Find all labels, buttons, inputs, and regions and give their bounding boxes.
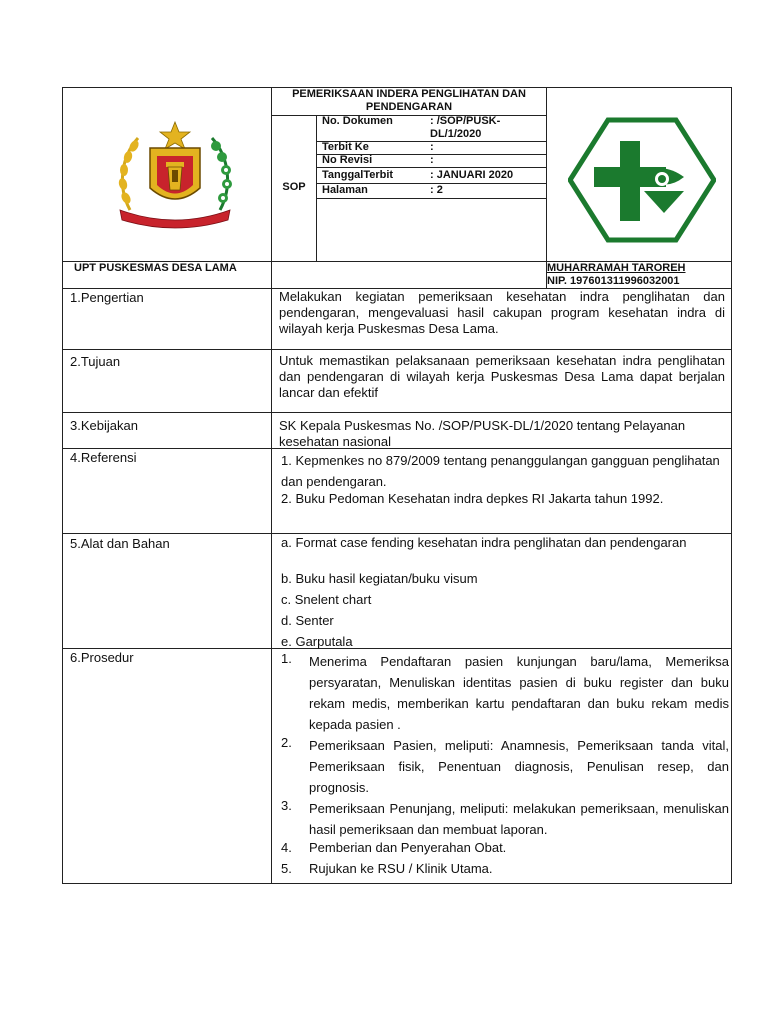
unit-name: UPT PUSKESMAS DESA LAMA (74, 262, 237, 274)
label-prosedur: 6.Prosedur (70, 650, 134, 665)
label-referensi: 4.Referensi (70, 450, 137, 465)
prosedur-item-text: Pemberian dan Penyerahan Obat. (309, 840, 507, 855)
kabupaten-langkat-logo (110, 118, 240, 230)
signatory-name: MUHARRAMAH TAROREH (547, 262, 686, 274)
meta-value-no-dokumen: : /SOP/PUSK-DL/1/2020 (430, 115, 501, 140)
prosedur-item-text: Rujukan ke RSU / Klinik Utama. (309, 861, 493, 876)
label-alat-bahan: 5.Alat dan Bahan (70, 536, 170, 551)
alat-item: b. Buku hasil kegiatan/buku visum (281, 571, 478, 586)
prosedur-item-number: 1. (281, 651, 292, 666)
meta-label-halaman: Halaman (322, 184, 368, 196)
prosedur-item-text: Pemeriksaan Penunjang, meliputi: melakukan pemeriksaan, menuliskan hasil pemeriksaan dan membuat laporan. (309, 801, 729, 837)
puskesmas-logo (568, 117, 716, 243)
alat-item: a. Format case fending kesehatan indra penglihatan dan pendengaran (281, 535, 687, 550)
text-pengertian: Melakukan kegiatan pemeriksaan kesehatan indra penglihatan dan pendengaran, mengevaluasi hasil cakupan program kesehatan indra di wilayah kerja Puskesmas Desa Lama. (279, 289, 725, 336)
meta-label-terbit-ke: Terbit Ke (322, 141, 369, 153)
referensi-item-text: 2. Buku Pedoman Kesehatan indra depkes RI Jakarta tahun 1992. (281, 491, 664, 506)
text-kebijakan: SK Kepala Puskesmas No. /SOP/PUSK-DL/1/2020 tentang Pelayanan kesehatan nasional (279, 418, 686, 449)
prosedur-item-number: 5. (281, 861, 292, 876)
logo-ribbon-text: KABUPATEN LANGKAT (146, 211, 204, 217)
label-kebijakan: 3.Kebijakan (70, 418, 138, 433)
text-tujuan: Untuk memastikan pelaksanaan pemeriksaan kesehatan indra penglihatan dan pendengaran di wilayah kerja Puskesmas Desa Lama dapat berjalan lancar dan efektif (279, 353, 725, 400)
label-pengertian: 1.Pengertian (70, 290, 144, 305)
meta-value-tanggal-terbit: : JANUARI 2020 (430, 169, 514, 181)
meta-label-no-dokumen: No. Dokumen (322, 115, 393, 127)
document-title: PEMERIKSAAN INDERA PENGLIHATAN DAN PENDENGARAN (292, 88, 526, 113)
prosedur-item-text: Pemeriksaan Pasien, meliputi: Anamnesis, Pemeriksaan tanda vital, Pemeriksaan fisik, Penentuan diagnosis, Penulisan resep, dan prognosis. (309, 738, 729, 795)
meta-label-no-revisi: No Revisi (322, 154, 373, 166)
referensi-item (281, 491, 701, 507)
referensi-item: 1. Kepmenkes no 879/2009 tentang penanggulangan gangguan penglihatan dan pendengaran. (281, 453, 720, 489)
alat-item: d. Senter (281, 613, 334, 628)
meta-value-halaman: : 2 (430, 184, 443, 196)
signatory-nip: NIP. 197601311996032001 (547, 275, 680, 287)
prosedur-item-text: Menerima Pendaftaran pasien kunjungan baru/lama, Memeriksa persyaratan, Menuliskan identitas pasien di buku register dan buku rekam medis, memberikan kartu pendaftaran dan buku rekam medis kepada pasien . (309, 654, 729, 732)
meta-label-tanggal-terbit: TanggalTerbit (322, 169, 394, 181)
prosedur-item-number: 3. (281, 798, 292, 813)
meta-value-terbit-ke: : (430, 141, 434, 153)
label-tujuan: 2.Tujuan (70, 354, 121, 369)
prosedur-item-number: 2. (281, 735, 292, 750)
alat-item: c. Snelent chart (281, 592, 372, 607)
sop-label: SOP (282, 181, 306, 193)
meta-value-no-revisi: : (430, 154, 434, 166)
alat-item: e. Garputala (281, 634, 353, 649)
prosedur-item-number: 4. (281, 840, 292, 855)
